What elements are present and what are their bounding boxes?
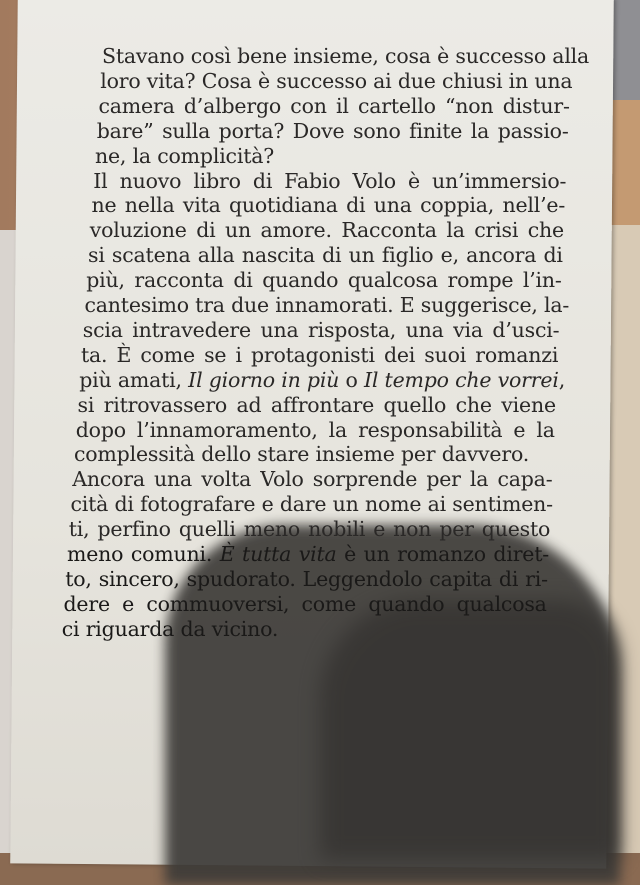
text-segment: Stavano così bene insieme, cosa è successo alla (102, 44, 590, 68)
text-line (79, 367, 566, 392)
italic-title: Il giorno in più (188, 367, 340, 392)
text-segment: ne nella vita quotidiana di una coppia, nell’e- (91, 193, 566, 218)
text-segment: si ritrovassero ad affrontare quello che viene (77, 392, 556, 417)
text-line (72, 467, 552, 491)
text-line (88, 243, 563, 267)
text-line (62, 617, 278, 641)
text-line (86, 268, 561, 292)
text-segment: si scatena alla nascita di un figlio e, ancora di (88, 243, 563, 268)
text-line (97, 119, 569, 143)
text-segment: complessità dello stare insieme per davvero. (74, 442, 530, 467)
text-line (65, 567, 548, 591)
text-segment: ti, perfino quelli meno nobili e non per questo (68, 517, 551, 542)
text-line (100, 69, 571, 93)
text-segment: ne, la complicità? (95, 143, 275, 168)
text-line (64, 592, 547, 616)
text-segment: voluzione di un amore. Racconta la crisi che (89, 218, 564, 243)
text-line (99, 94, 570, 118)
text-line (84, 293, 570, 317)
text-line (78, 393, 556, 417)
text-line (81, 343, 558, 367)
text-line (69, 517, 550, 541)
text-line (93, 169, 566, 193)
text-segment: più amati, (79, 367, 189, 392)
text-line (67, 542, 549, 566)
text-line (71, 492, 552, 516)
text-segment: bare” sulla porta? Dove sono finite la passio- (96, 118, 569, 143)
text-line (76, 418, 555, 442)
text-line (83, 318, 560, 342)
text-segment: dere e commuoversi, come quando qualcosa (63, 591, 547, 616)
text-segment: to, sincero, spudorato. Leggendolo capita di ri- (65, 566, 548, 591)
text-segment: cità di fotografare e dare un nome ai sentimen- (70, 492, 553, 517)
text-segment: ci riguarda da vicino. (61, 616, 279, 641)
text-segment: dopo l’innamoramento, la responsabilità e la (75, 417, 555, 442)
text-line (102, 44, 590, 68)
hand-shadow (320, 600, 620, 860)
text-segment: camera d’albergo con il cartello “non distur- (98, 93, 570, 118)
text-segment: Il nuovo libro di Fabio Volo è un’immersio- (93, 168, 567, 193)
text-line (90, 218, 564, 242)
text-segment: meno comuni. (67, 542, 220, 566)
text-segment: ta. È come se i protagonisti dei suoi romanzi (81, 342, 559, 367)
text-segment: è un romanzo diret- (336, 542, 549, 566)
text-segment: loro vita? Cosa è successo ai due chiusi in una (100, 68, 573, 93)
text-segment: cantesimo tra due innamorati. E suggerisce, la- (84, 293, 570, 317)
italic-title: Il tempo che vorrei (363, 367, 559, 392)
text-line (95, 144, 274, 168)
text-segment: Ancora una volta Volo sorprende per la capa- (72, 467, 553, 492)
text-segment: più, racconta di quando qualcosa rompe l’in- (86, 268, 562, 293)
text-segment: o (339, 367, 364, 392)
text-segment: , (558, 367, 566, 392)
italic-title: È tutta vita (219, 542, 337, 566)
text-line (92, 193, 566, 217)
text-segment: scia intravedere una risposta, una via d’usci- (82, 317, 560, 342)
text-line (74, 442, 529, 466)
